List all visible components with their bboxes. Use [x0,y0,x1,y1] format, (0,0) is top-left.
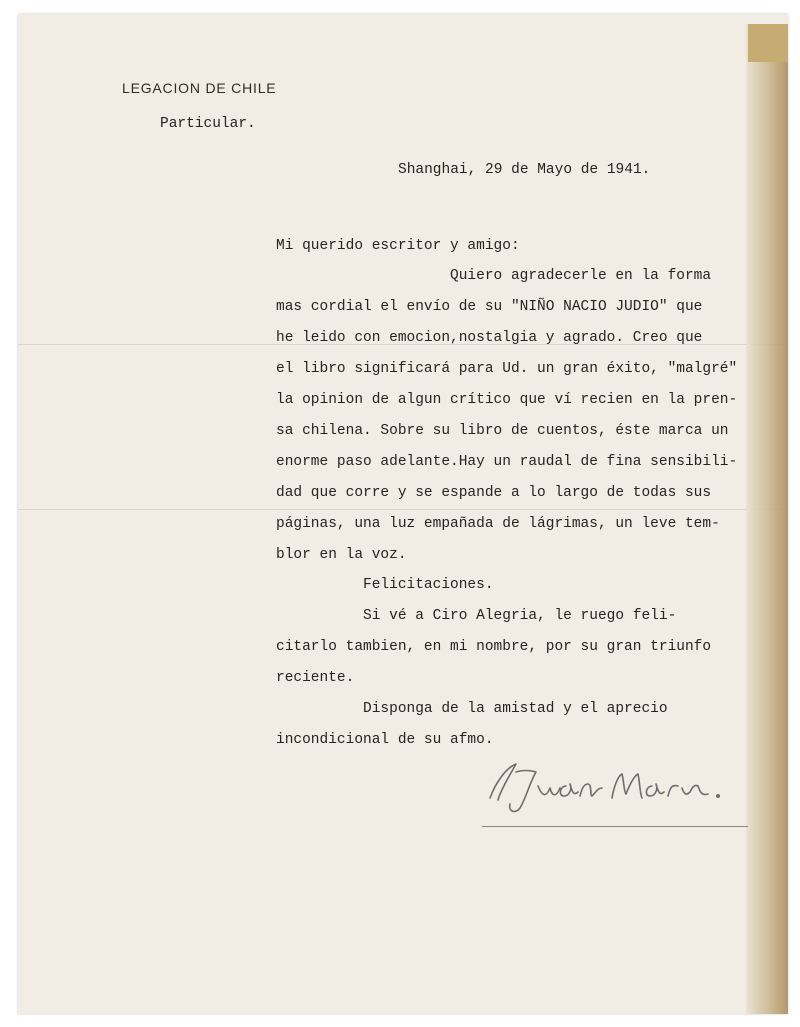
body-line: reciente. [276,670,355,686]
body-line: la opinion de algun crítico que ví recien en la pren- [276,392,738,408]
salutation: Mi querido escritor y amigo: [276,238,520,254]
body-line: mas cordial el envío de su "NIÑO NACIO JUDIO" que [276,299,703,315]
body-line: incondicional de su afmo. [276,732,494,748]
body-line: he leido con emocion,nostalgia y agrado. Creo que [276,330,703,346]
body-line: sa chilena. Sobre su libro de cuentos, éste marca un [276,423,729,439]
dateline: Shanghai, 29 de Mayo de 1941. [398,162,651,178]
body-line: páginas, una luz empañada de lágrimas, un leve tem- [276,516,720,532]
paper-fold [18,509,788,510]
body-line: enorme paso adelante.Hay un raudal de fina sensibili- [276,454,738,470]
body-line: Quiero agradecerle en la forma [276,268,712,284]
signature-underline [482,826,748,827]
body-line: Si vé a Ciro Alegria, le ruego feli- [276,608,677,624]
body-line: el libro significará para Ud. un gran éxito, "malgré" [276,361,738,377]
aged-paper-edge [746,24,788,1014]
private-label: Particular. [160,116,256,132]
body-line: Disponga de la amistad y el aprecio [276,701,668,717]
letterhead: LEGACION DE CHILE [122,80,277,96]
handwritten-signature [486,752,756,822]
closing-congrats: Felicitaciones. [276,577,494,593]
aged-corner [748,24,788,62]
body-line: dad que corre y se espande a lo largo de todas sus [276,485,712,501]
body-line: citarlo tambien, en mi nombre, por su gran triunfo [276,639,712,655]
body-line: blor en la voz. [276,547,407,563]
